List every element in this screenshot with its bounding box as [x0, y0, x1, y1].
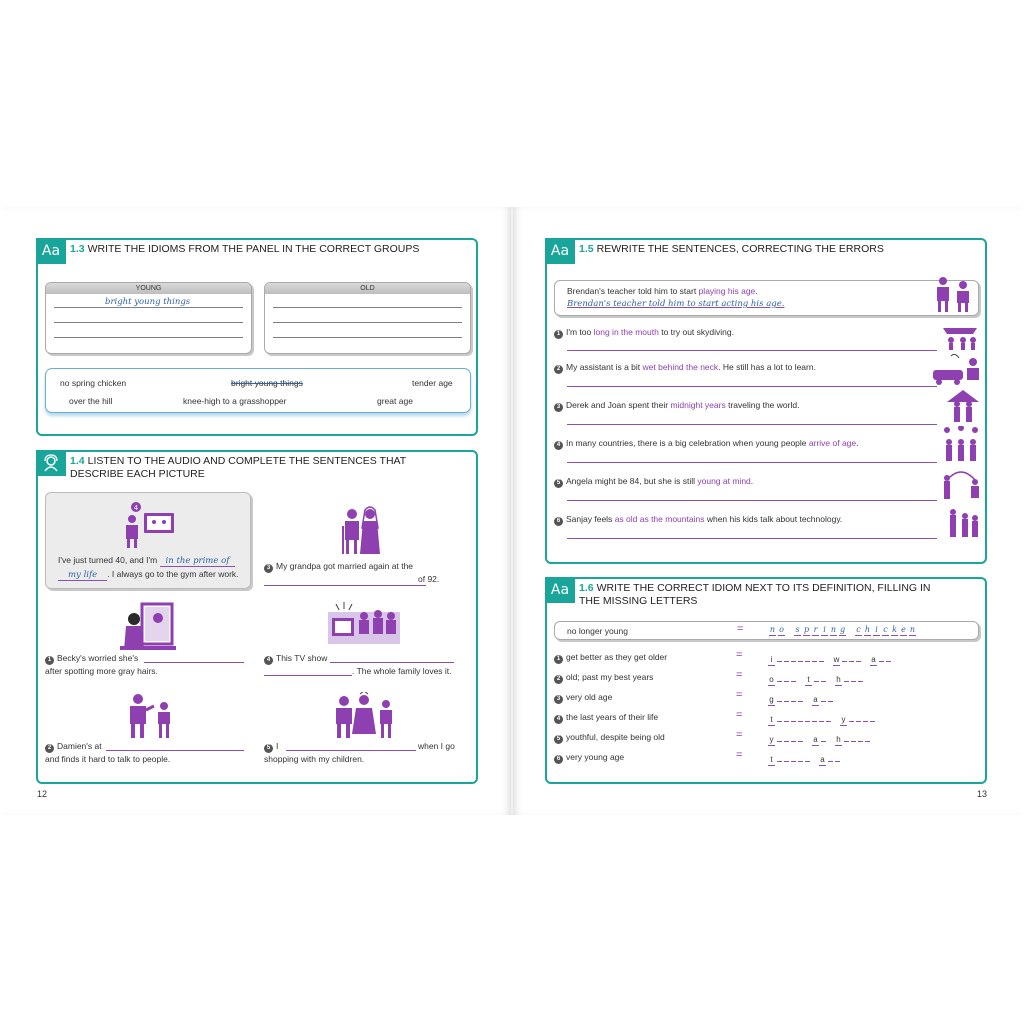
letter-pattern[interactable]: t a	[768, 751, 842, 766]
shopping-picture	[332, 692, 398, 738]
equals-sign: =	[736, 749, 743, 761]
letter-pattern[interactable]: t y	[768, 711, 877, 726]
book-spread	[4, 207, 1020, 815]
teenager-picture	[124, 692, 176, 738]
example-card	[554, 280, 979, 316]
answer-line[interactable]	[106, 750, 244, 751]
letter-pattern[interactable]: y a h	[768, 731, 872, 746]
answer-line[interactable]	[144, 662, 244, 663]
item-1-sentence: 1 Becky's worried she's	[45, 652, 138, 665]
exercise-title: 1.5 REWRITE THE SENTENCES, CORRECTING THE ERRORS	[579, 243, 884, 255]
example-sentence: Brendan's teacher told him to start playing his age.	[567, 286, 758, 296]
technology-picture	[945, 506, 981, 538]
definition-text: 1 get better as they get older	[554, 651, 667, 664]
example-card	[45, 492, 251, 589]
page-number: 13	[976, 789, 987, 799]
answer-line[interactable]	[330, 662, 454, 663]
item-1-sentence-cont: after spotting more gray hairs.	[45, 666, 158, 676]
exercise-title: 1.3 WRITE THE IDIOMS FROM THE PANEL IN THE CORRECT GROUPS	[70, 243, 420, 255]
answer-line[interactable]	[273, 307, 462, 308]
item-4-sentence: 4 In many countries, there is a big celebration when young people arrive of age.	[554, 437, 859, 450]
vocabulary-tag: Aa	[545, 238, 575, 264]
exercise-1-4	[36, 450, 478, 784]
letter-pattern[interactable]: o t h	[768, 671, 865, 686]
vocabulary-tag: Aa	[36, 238, 66, 264]
item-5-sentence: 5 I	[264, 740, 278, 753]
young-group	[45, 282, 252, 354]
page-number: 12	[37, 789, 48, 799]
letter-pattern[interactable]: g a	[768, 691, 835, 706]
young-header: YOUNG	[46, 283, 251, 294]
equals-sign: =	[737, 623, 744, 635]
teacher-student-picture	[933, 273, 973, 313]
answer-line[interactable]	[54, 307, 243, 308]
item-3-sentence: 3 Derek and Joan spent their midnight years traveling the world.	[554, 399, 799, 412]
item-6-sentence: 6 Sanjay feels as old as the mountains when his kids talk about technology.	[554, 513, 842, 526]
definition-text: 2 old; past my best years	[554, 671, 653, 684]
answer-line[interactable]	[54, 322, 243, 323]
grandpa-wedding-picture	[340, 506, 384, 556]
answer-line[interactable]	[54, 337, 243, 338]
equals-sign: =	[736, 729, 743, 741]
item-1-sentence: 1 I'm too long in the mouth to try out skydiving.	[554, 326, 734, 339]
answer-line[interactable]	[567, 462, 937, 463]
old-group	[264, 282, 471, 354]
left-page	[4, 207, 511, 815]
answer-line[interactable]	[567, 350, 937, 351]
definition-text: 3 very old age	[554, 691, 612, 704]
item-4-sentence: 4 This TV show	[264, 652, 327, 665]
item-5-sentence-cont: shopping with my children.	[264, 754, 365, 764]
letter-pattern[interactable]: i w a	[768, 651, 893, 666]
celebration-picture	[941, 426, 981, 462]
answer-line[interactable]	[286, 750, 416, 751]
item-3-sentence-cont: of 92.	[418, 574, 440, 584]
answer-line[interactable]	[567, 386, 937, 387]
young-answer: bright young things	[105, 297, 191, 307]
exercise-title: 1.6 WRITE THE CORRECT IDIOM NEXT TO ITS DEFINITION, FILLING IN THE MISSING LETTERS	[579, 582, 931, 607]
answer-line[interactable]	[273, 337, 462, 338]
exercise-title: 1.4 LISTEN TO THE AUDIO AND COMPLETE THE SENTENCES THAT DESCRIBE EACH PICTURE	[70, 455, 407, 480]
example-sentence: I've just turned 40, and I'm in the prime of	[58, 554, 235, 567]
definition-text: 5 youthful, despite being old	[554, 731, 665, 744]
listening-icon	[36, 450, 66, 476]
answer-line[interactable]	[264, 585, 426, 586]
answer-line[interactable]	[567, 500, 937, 501]
idiom-option: great age	[377, 396, 413, 406]
travel-picture	[947, 388, 979, 422]
mirror-picture	[120, 602, 176, 652]
answer-line[interactable]	[264, 675, 352, 676]
equals-sign: =	[736, 649, 743, 661]
example-definition: no longer young	[567, 626, 628, 636]
example-sentence-cont: my life . I always go to the gym after work.	[58, 568, 239, 581]
item-5-sentence: 5 Angela might be 84, but she is still young at mind.	[554, 475, 753, 488]
idiom-option-used: bright young things	[231, 378, 303, 388]
family-tv-picture	[328, 602, 402, 646]
assistant-picture	[933, 352, 981, 386]
answer-line[interactable]	[273, 322, 462, 323]
idiom-option: over the hill	[69, 396, 113, 406]
item-4-sentence-cont: . The whole family loves it.	[352, 666, 452, 676]
equals-sign: =	[736, 669, 743, 681]
old-header: OLD	[265, 283, 470, 294]
exercise-1-3	[36, 238, 478, 436]
idiom-option: knee-high to a grasshopper	[183, 396, 287, 406]
item-2-sentence-cont: and finds it hard to talk to people.	[45, 754, 171, 764]
example-card	[554, 621, 979, 640]
skydiving-picture	[941, 320, 981, 350]
right-page	[513, 207, 1020, 815]
item-5-sentence-end: when I go	[418, 741, 455, 751]
equals-sign: =	[736, 709, 743, 721]
equals-sign: =	[736, 689, 743, 701]
definition-text: 6 very young age	[554, 751, 624, 764]
item-2-sentence: 2 My assistant is a bit wet behind the neck. He still has a lot to learn.	[554, 361, 816, 374]
vocabulary-tag: Aa	[545, 577, 575, 603]
gym-picture	[118, 499, 180, 549]
example-answer: Brendan's teacher told him to start acting his age.	[567, 299, 785, 309]
answer-line[interactable]	[567, 538, 937, 539]
item-3-sentence: 3 My grandpa got married again at the	[264, 560, 413, 573]
exercise-1-5	[545, 238, 987, 564]
answer-line[interactable]	[567, 424, 937, 425]
item-2-sentence: 2 Damien's at	[45, 740, 102, 753]
jump-rope-picture	[941, 468, 981, 500]
svg-text:4: 4	[133, 504, 139, 512]
example-answer: n o s p r i n g c h i c k e n	[769, 625, 916, 634]
definition-text: 4 the last years of their life	[554, 711, 658, 724]
exercise-1-6	[545, 577, 987, 784]
idiom-panel	[45, 368, 471, 413]
idiom-option: tender age	[412, 378, 453, 388]
idiom-option: no spring chicken	[60, 378, 127, 388]
